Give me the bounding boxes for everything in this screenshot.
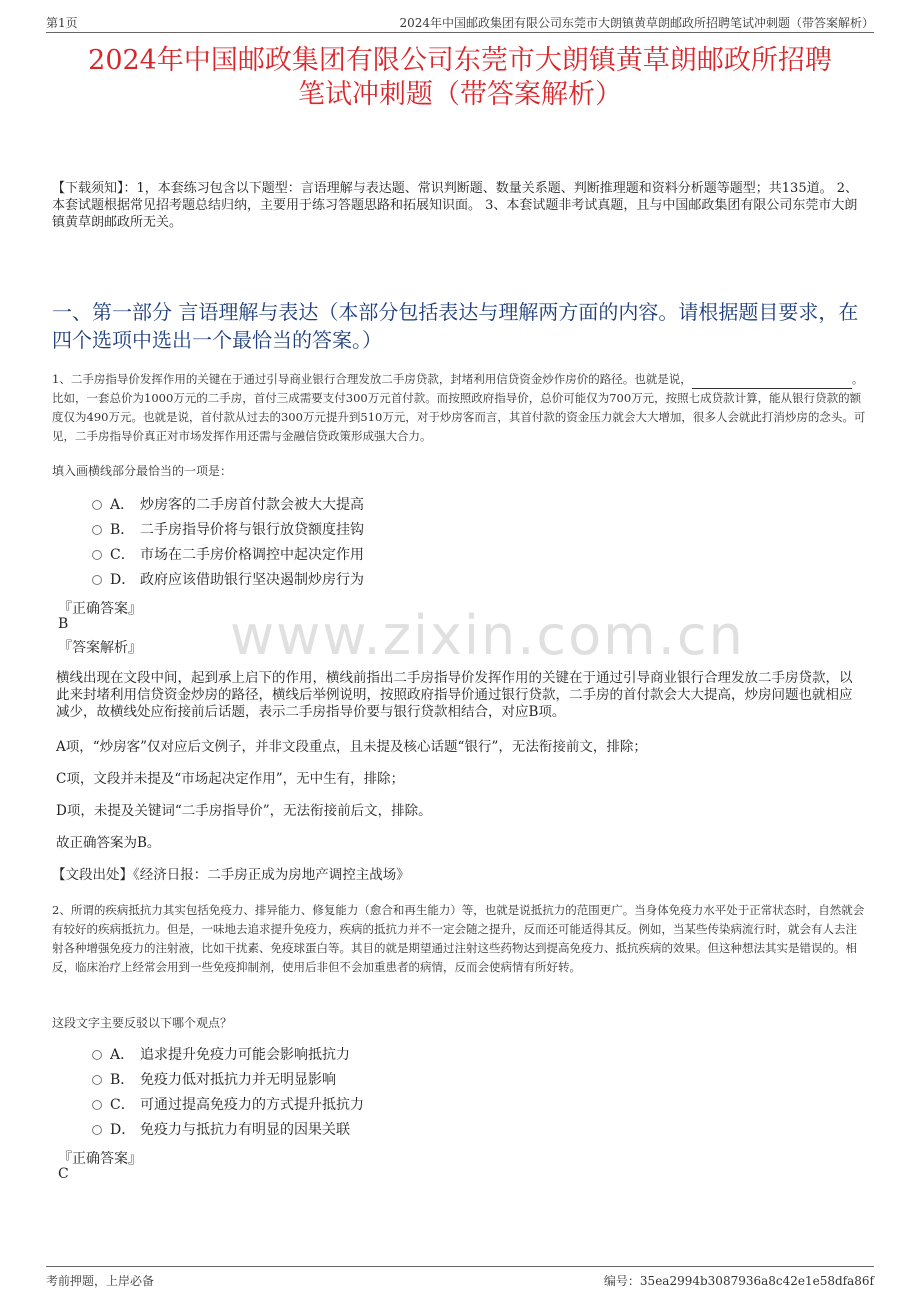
q1-stem-before: 1、二手房指导价发挥作用的关键在于通过引导商业银行合理发放二手房贷款，封堵利用信贷资金炒作房价的路径。也就是说， [52, 372, 692, 386]
radio-icon[interactable] [92, 1050, 102, 1060]
q2-option-a[interactable]: A． 追求提升免疫力可能会影响抵抗力 [92, 1045, 350, 1065]
radio-icon[interactable] [92, 550, 102, 560]
q1-analysis-label: 『答案解析』 [58, 640, 142, 656]
q1-analysis-a: A项，“炒房客”仅对应后文例子，并非文段重点，且未提及核心话题“银行”，无法衔接前文，排除； [56, 739, 647, 755]
q1-option-d[interactable]: D． 政府应该借助银行坚决遏制炒房行为 [92, 570, 364, 590]
q1-option-a[interactable]: A． 炒房客的二手房首付款会被大大提高 [92, 495, 364, 515]
q1-analysis-c: C项，文段并未提及“市场起决定作用”，无中生有，排除； [56, 771, 405, 787]
download-notice: 【下载须知】：1，本套练习包含以下题型：言语理解与表达题、常识判断题、数量关系题、判断推理题和资料分析题等题型；共135道。 2、本套试题根据常见招考题总结归纳，主要用于练习答题思路和拓展知识面。 3、本套试题非考试真题，且与中国邮政集团有限公司东莞市大朗镇黄草朗邮政所无关。 [52, 181, 858, 230]
q1-option-b[interactable]: B． 二手房指导价将与银行放贷额度挂钩 [92, 520, 364, 540]
q2-option-c[interactable]: C． 可通过提高免疫力的方式提升抵抗力 [92, 1095, 364, 1115]
document-title [40, 44, 880, 112]
page-number: 第1页 [46, 16, 78, 30]
radio-icon[interactable] [92, 525, 102, 535]
q2-answer: C [58, 1166, 69, 1182]
page-header [46, 14, 874, 33]
fill-blank [692, 376, 852, 389]
radio-icon[interactable] [92, 575, 102, 585]
q1-answer-label: 『正确答案』 [58, 601, 142, 617]
question-2-stem: 2、所谓的疾病抵抗力其实包括免疫力、排异能力、修复能力（愈合和再生能力）等，也就是说抵抗力的范围更广。当身体免疫力水平处于正常状态时，自然就会有较好的疾病抵抗力。但是，一味地去追求提升免疫力，疾病的抵抗力并不一定会随之提升，反而还可能适得其反。例如，当某些传染病流行时，就会有人去注射各种增强免疫力的注射液，比如干扰素、免疫球蛋白等。其目的就是期望通过注射这些药物达到提高免疫力、抵抗疾病的效果。但这种想法其实是错误的。相反，临床治疗上经常会用到一些免疫抑制剂，使用后非但不会加重患者的病情，反而会使病情有所好转。 [52, 903, 865, 974]
q2-option-d[interactable]: D． 免疫力与抵抗力有明显的因果关联 [92, 1120, 350, 1140]
question-1-stem [52, 370, 868, 446]
q1-source: 【文段出处】《经济日报：二手房正成为房地产调控主战场》 [52, 867, 410, 883]
radio-icon[interactable] [92, 1125, 102, 1135]
radio-icon[interactable] [92, 500, 102, 510]
radio-icon[interactable] [92, 1075, 102, 1085]
footer-slogan: 考前押题，上岸必备 [46, 1274, 155, 1288]
q2-option-b[interactable]: B． 免疫力低对抵抗力并无明显影响 [92, 1070, 336, 1090]
header-doc-title: 2024年中国邮政集团有限公司东莞市大朗镇黄草朗邮政所招聘笔试冲刺题（带答案解析） [399, 16, 874, 30]
q2-answer-label: 『正确答案』 [58, 1151, 142, 1167]
watermark: www.zixin.com.cn [230, 604, 745, 667]
page-footer [46, 1266, 874, 1291]
q1-prompt: 填入画横线部分最恰当的一项是： [52, 464, 233, 478]
footer-code: 编号：35ea2994b3087936a8c42e1e58dfa86f [603, 1274, 874, 1288]
q1-analysis-main: 横线出现在文段中间，起到承上启下的作用，横线前指出二手房指导价发挥作用的关键在于通过引导商业银行合理发放二手房贷款，以此来封堵利用信贷资金炒房的路径，横线后举例说明，按照政府指导价通过银行贷款，二手房的首付款会大大提高，炒房问题也就相应减少，故横线处应衔接前后话题，表示二手房指导价要与银行贷款相结合，对应B项。 [56, 670, 853, 720]
q1-stem-after: 。比如，一套总价为1000万元的二手房，首付三成需要支付300万元首付款。而按照政府指导价，总价可能仅为700万元，按照七成贷款计算，能从银行贷款的额度仅为490万元。也就是说，首付款从过去的300万元提升到510万元，对于炒房客而言，其首付款的资金压力就会大大增加，很多人会就此打消炒房的念头。可见，二手房指导价真正对市场发挥作用还需与金融信贷政策形成强大合力。 [52, 372, 866, 443]
section-heading: 一、第一部分 言语理解与表达（本部分包括表达与理解两方面的内容。请根据题目要求，在四个选项中选出一个最恰当的答案。） [52, 300, 859, 352]
q1-analysis-d: D项，未提及关键词“二手房指导价”，无法衔接前后文，排除。 [56, 803, 432, 819]
radio-icon[interactable] [92, 1100, 102, 1110]
q1-conclusion: 故正确答案为B。 [56, 835, 161, 851]
q1-answer: B [58, 616, 69, 632]
title-line-1: 2024年中国邮政集团有限公司东莞市大朗镇黄草朗邮政所招聘 [88, 45, 832, 76]
q1-option-c[interactable]: C． 市场在二手房价格调控中起决定作用 [92, 545, 364, 565]
title-line-2: 笔试冲刺题（带答案解析） [298, 79, 622, 110]
q2-prompt: 这段文字主要反驳以下哪个观点？ [52, 1016, 233, 1030]
